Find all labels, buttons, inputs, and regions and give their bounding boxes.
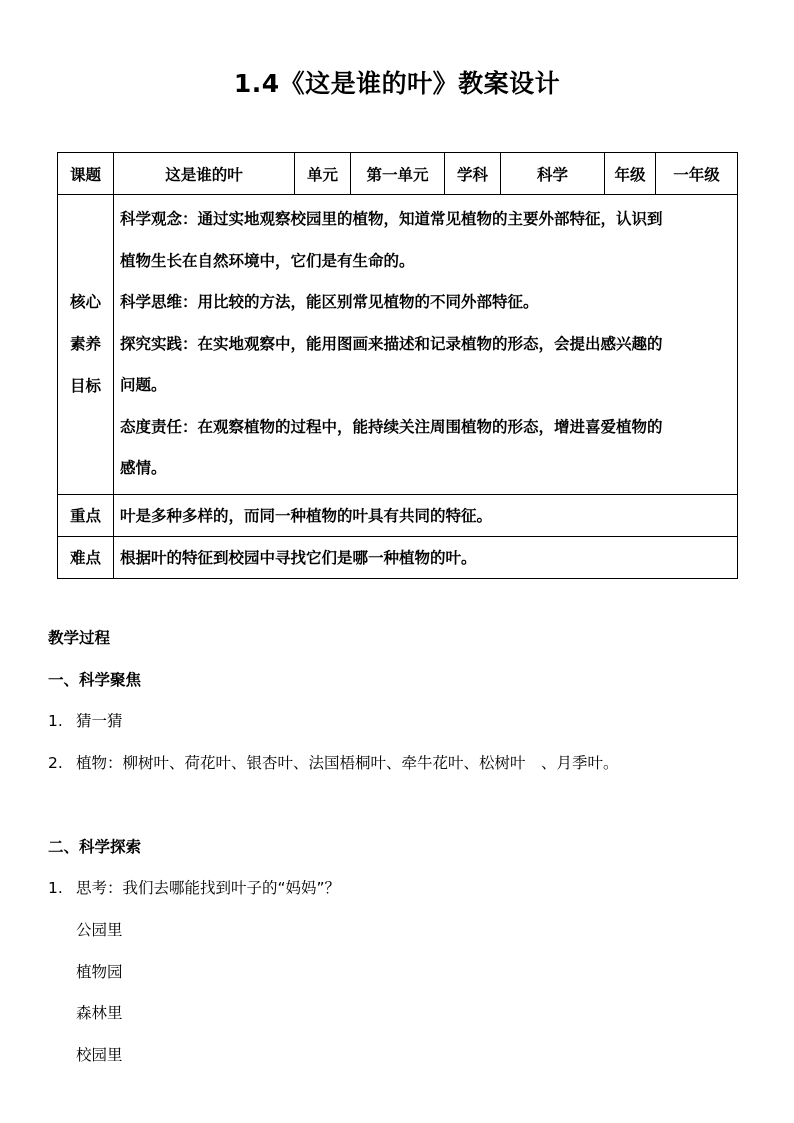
list-number: 2. [48, 754, 63, 772]
lesson-info-table [57, 152, 738, 579]
list-number: 1. [48, 712, 63, 730]
core-label-line: 目标 [69, 377, 101, 396]
list-number: 1. [48, 879, 63, 897]
core-label-line: 素养 [69, 335, 101, 354]
answer-item: 植物园 [76, 963, 123, 981]
subject-value: 科学 [501, 153, 605, 195]
core-goals-label [58, 195, 114, 495]
core-goal-line: 植物生长在自然环境中，它们是有生命的。 [120, 251, 415, 270]
difficulty-label: 难点 [58, 536, 114, 578]
list-text: 植物：柳树叶、荷花叶、银杏叶、法国梧桐叶、牵牛花叶、松树叶 、月季叶。 [76, 754, 619, 772]
section2-heading: 二、科学探索 [48, 838, 142, 856]
core-goal-line: 感情。 [120, 459, 167, 477]
answer-item: 森林里 [76, 1004, 123, 1022]
document-title: 1.4《这是谁的叶》教案设计 [233, 69, 561, 98]
core-goals-content [114, 195, 738, 495]
list-text: 思考：我们去哪能找到叶子的“妈妈”？ [76, 879, 341, 897]
difficulty-text: 根据叶的特征到校园中寻找它们是哪一种植物的叶。 [114, 536, 738, 578]
key-point-label: 重点 [58, 494, 114, 536]
subject-label: 学科 [445, 153, 501, 195]
core-goal-line: 探究实践：在实地观察中，能用图画来描述和记录植物的形态，会提出感兴趣的 [120, 334, 663, 353]
answer-item: 校园里 [76, 1046, 123, 1064]
core-goals-row [58, 195, 738, 495]
core-label-line: 核心 [69, 293, 101, 312]
unit-value: 第一单元 [351, 153, 445, 195]
difficulty-row [58, 536, 738, 578]
topic-label: 课题 [58, 153, 114, 195]
section1-heading: 一、科学聚焦 [48, 671, 142, 689]
list-item [48, 876, 340, 898]
key-point-text: 叶是多种多样的，而同一种植物的叶具有共同的特征。 [114, 494, 738, 536]
unit-label: 单元 [295, 153, 351, 195]
core-goal-line: 科学思维：用比较的方法，能区别常见植物的不同外部特征。 [120, 293, 539, 311]
list-text: 猜一猜 [76, 712, 123, 730]
grade-value: 一年级 [656, 153, 738, 195]
topic-value: 这是谁的叶 [114, 153, 295, 195]
grade-label: 年级 [605, 153, 656, 195]
process-heading: 教学过程 [48, 629, 111, 647]
core-goal-line: 态度责任：在观察植物的过程中，能持续关注周围植物的形态，增进喜爱植物的 [120, 417, 663, 436]
core-goal-line: 科学观念：通过实地观察校园里的植物，知道常见植物的主要外部特征，认识到 [120, 210, 663, 228]
list-item [48, 709, 123, 731]
core-goal-line: 问题。 [120, 376, 167, 394]
answer-item: 公园里 [76, 921, 123, 939]
table-header-row [58, 153, 738, 195]
list-item [48, 751, 619, 773]
key-point-row [58, 494, 738, 536]
